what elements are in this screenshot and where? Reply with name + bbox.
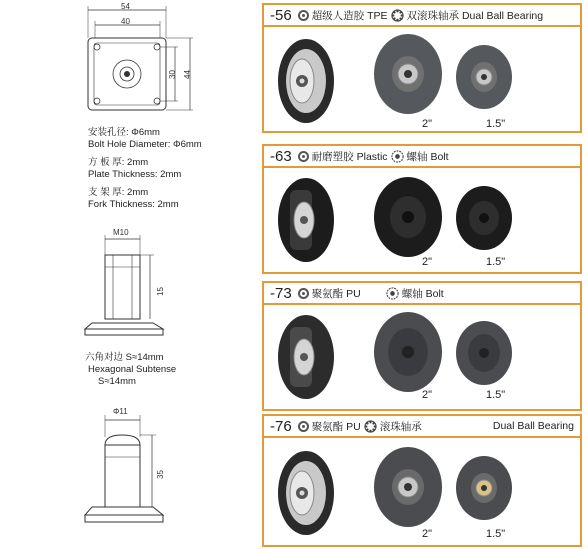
hex-subtense-en: Hexagonal Subtense bbox=[88, 364, 177, 375]
bolt-axle-icon bbox=[386, 287, 399, 300]
wheel-cross-section-image bbox=[276, 448, 336, 538]
product-panel-63 bbox=[262, 144, 582, 274]
wheel-1-5in-image bbox=[452, 317, 516, 389]
wheel-icon bbox=[298, 151, 309, 162]
fork-thickness-cn: 支 架 厚: 2mm bbox=[88, 187, 149, 198]
product-panel-56 bbox=[262, 3, 582, 133]
wheel-icon bbox=[298, 10, 309, 21]
wheel-1-5in-image bbox=[452, 452, 516, 524]
stem-diameter-label: Φ11 bbox=[113, 407, 128, 416]
wheel-cross-section-image bbox=[276, 176, 336, 264]
model-code: -73 bbox=[270, 284, 292, 302]
wheel-cross-section-image bbox=[276, 37, 336, 125]
fork-thickness-en: Fork Thickness: 2mm bbox=[88, 199, 179, 210]
size-2in-label: 2" bbox=[422, 528, 433, 540]
ball-bearing-icon bbox=[391, 9, 404, 22]
product-panel-73 bbox=[262, 281, 582, 411]
wheel-icon bbox=[298, 288, 309, 299]
plain-stem-drawing bbox=[0, 405, 255, 545]
wheel-2in-image bbox=[370, 309, 446, 395]
size-2in-label: 2" bbox=[422, 256, 433, 268]
panel-header bbox=[264, 283, 580, 305]
size-1-5in-label: 1.5" bbox=[486, 118, 506, 130]
bearing-label: 双滚珠轴承 Dual Ball Bearing bbox=[406, 9, 544, 22]
material-label: 聚氨酯 PU bbox=[311, 420, 361, 433]
bearing-label-cn: 滚珠轴承 bbox=[379, 420, 422, 433]
thread-size-label: M10 bbox=[113, 228, 129, 237]
model-code: -63 bbox=[270, 147, 292, 165]
panel-header bbox=[264, 146, 580, 168]
plate-thickness-cn: 方 板 厚: 2mm bbox=[88, 157, 149, 168]
threaded-stem-drawing bbox=[0, 225, 255, 345]
thread-height-label: 15 bbox=[155, 287, 165, 296]
bearing-label-en: Dual Ball Bearing bbox=[492, 420, 574, 432]
size-1-5in-label: 1.5" bbox=[486, 256, 506, 268]
ball-bearing-icon bbox=[364, 420, 377, 433]
plate-width-label: 54 bbox=[121, 2, 130, 11]
product-panel-76 bbox=[262, 414, 582, 547]
bolt-hole-spec-en: Bolt Hole Diameter: Φ6mm bbox=[88, 139, 202, 150]
hole-spacing-height-label: 30 bbox=[167, 70, 177, 79]
wheel-1-5in-image bbox=[452, 41, 516, 113]
wheel-cross-section-image bbox=[276, 313, 336, 401]
size-1-5in-label: 1.5" bbox=[486, 528, 506, 540]
technical-drawing-column bbox=[0, 0, 255, 549]
panel-header bbox=[264, 416, 580, 438]
size-1-5in-label: 1.5" bbox=[486, 389, 506, 401]
hex-subtense-value: S≈14mm bbox=[98, 376, 136, 387]
plate-thickness-en: Plate Thickness: 2mm bbox=[88, 169, 182, 180]
stem-height-label: 35 bbox=[155, 470, 165, 479]
material-label: 超级人造胶 TPE bbox=[311, 9, 388, 22]
wheel-2in-image bbox=[370, 31, 446, 117]
bearing-label: 螺轴 Bolt bbox=[401, 287, 444, 300]
hex-subtense-cn: 六角对边 S≈14mm bbox=[85, 352, 164, 363]
model-code: -56 bbox=[270, 6, 292, 24]
size-2in-label: 2" bbox=[422, 118, 433, 130]
bolt-hole-spec-cn: 安装孔径: Φ6mm bbox=[88, 127, 160, 138]
wheel-2in-image bbox=[370, 174, 446, 260]
plate-height-label: 44 bbox=[182, 70, 192, 79]
hole-spacing-width-label: 40 bbox=[121, 17, 130, 26]
material-label: 聚氨酯 PU bbox=[311, 287, 361, 300]
wheel-1-5in-image bbox=[452, 182, 516, 254]
model-code: -76 bbox=[270, 417, 292, 435]
bearing-label: 螺轴 Bolt bbox=[406, 150, 449, 163]
material-label: 耐磨塑胶 Plastic bbox=[311, 150, 388, 163]
wheel-2in-image bbox=[370, 444, 446, 530]
wheel-icon bbox=[298, 421, 309, 432]
bolt-axle-icon bbox=[391, 150, 404, 163]
panel-header bbox=[264, 5, 580, 27]
size-2in-label: 2" bbox=[422, 389, 433, 401]
